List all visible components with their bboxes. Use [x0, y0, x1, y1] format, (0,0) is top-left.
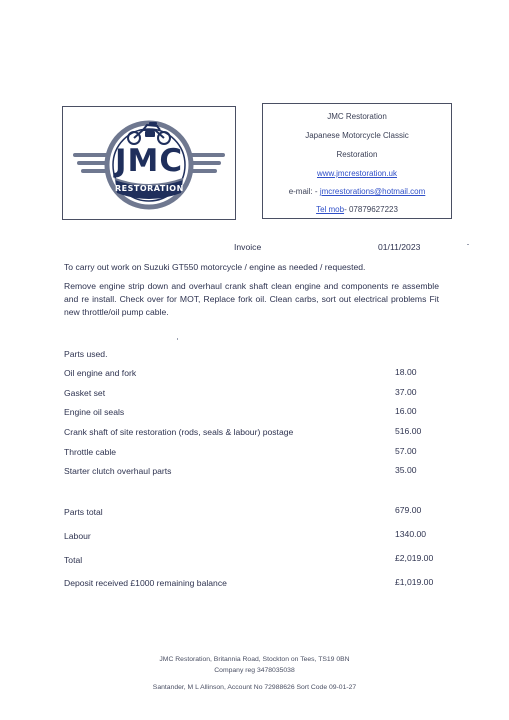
logo-brand: JMC [115, 143, 184, 179]
part-amount: 35.00 [395, 465, 417, 475]
tel-number: 07879627223 [348, 205, 398, 214]
logo-frame [62, 106, 236, 220]
total-label: Labour [64, 531, 91, 541]
work-intro: To carry out work on Suzuki GT550 motorcycle / engine as needed / requested. [64, 262, 366, 272]
part-amount: 18.00 [395, 367, 417, 377]
part-amount: 57.00 [395, 446, 417, 456]
part-name: Gasket set [64, 388, 106, 398]
footer-bank-details: Santander, M L Allinson, Account No 72988626 Sort Code 09-01-27 [152, 684, 357, 691]
total-amount: £2,019.00 [395, 553, 434, 563]
part-amount: 16.00 [395, 406, 417, 416]
total-label: Deposit received £1000 remaining balance [64, 578, 227, 588]
email-link[interactable]: jmcrestorations@hotmail.com [319, 187, 426, 196]
website-link[interactable]: www.jmcrestoration.uk [316, 169, 398, 178]
email-label: e-mail: - [288, 187, 320, 196]
company-subtitle: Japanese Motorcycle Classic [305, 131, 409, 140]
part-amount: 37.00 [395, 387, 417, 397]
part-name: Starter clutch overhaul parts [64, 466, 172, 476]
footer-address: JMC Restoration, Britannia Road, Stockton on Tees, TS19 0BN [159, 656, 350, 663]
total-amount: 1340.00 [395, 529, 427, 539]
company-name: JMC Restoration [327, 112, 387, 121]
part-name: Crank shaft of site restoration (rods, seals & labour) postage [64, 427, 294, 437]
total-label: Parts total [64, 507, 103, 517]
logo-tagline: RESTORATION [115, 184, 184, 193]
parts-header: Parts used. [64, 349, 108, 359]
part-name: Throttle cable [64, 447, 117, 457]
invoice-label: Invoice [234, 242, 262, 252]
part-amount: 516.00 [395, 426, 422, 436]
invoice-date: 01/11/2023 [378, 242, 421, 252]
part-name: Engine oil seals [64, 407, 125, 417]
scan-mark [177, 338, 178, 340]
tel-separator: - [344, 205, 349, 214]
total-amount: £1,019.00 [395, 577, 434, 587]
scan-mark [467, 244, 469, 245]
work-description: Remove engine strip down and overhaul crank shaft clean engine and components re assemble and re install. Check over for MOT, Replace fork oil. Clean carbs, sort out electrical problems Fit new throttle/oil pump cable. [64, 281, 439, 317]
part-name: Oil engine and fork [64, 368, 137, 378]
total-amount: 679.00 [395, 505, 422, 515]
company-subtitle-2: Restoration [336, 150, 378, 159]
contact-info-box [262, 103, 452, 219]
total-label: Total [64, 555, 83, 565]
tel-label: Tel mob [316, 205, 345, 214]
footer-company-reg: Company reg 3478035038 [214, 667, 295, 674]
